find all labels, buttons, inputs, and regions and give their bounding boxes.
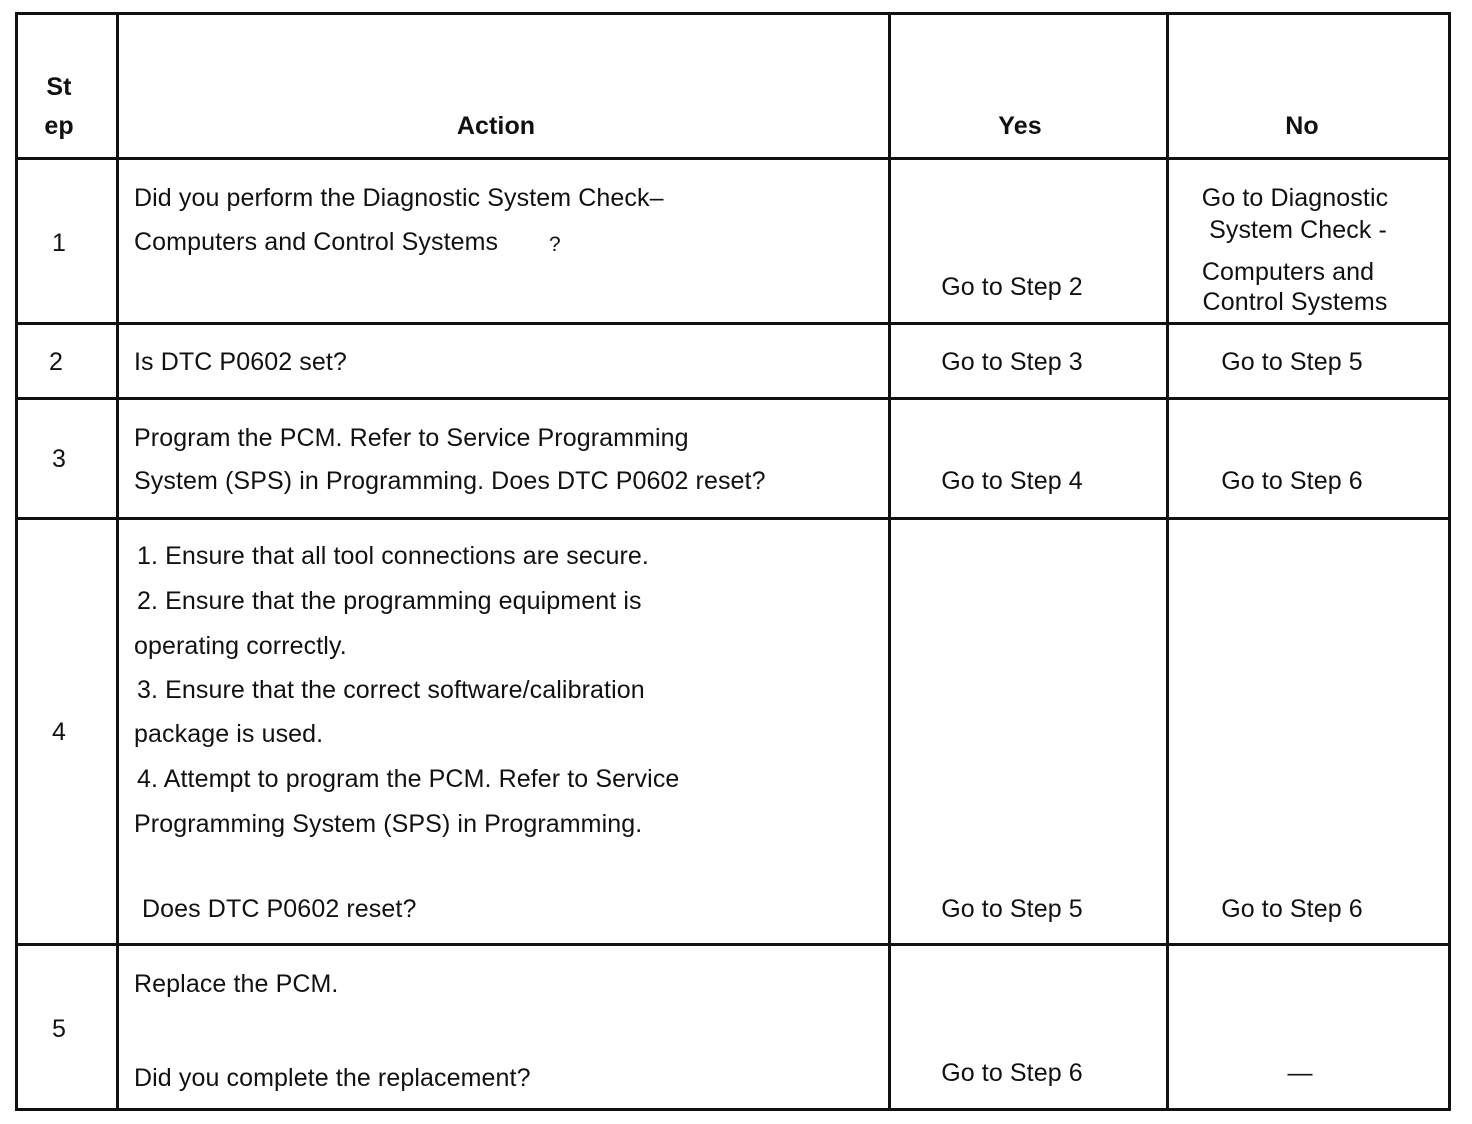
yes-result: Go to Step 5 — [941, 895, 1083, 923]
grid-line — [888, 12, 891, 1111]
list-item: 4. Attempt to program the PCM. Refer to Service — [137, 765, 680, 793]
header-step: ep — [44, 112, 74, 140]
no-result: Go to Step 6 — [1221, 895, 1363, 923]
grid-line — [1166, 12, 1169, 1111]
action-text: Does DTC P0602 reset? — [142, 895, 417, 923]
header-step: St — [46, 73, 72, 101]
action-text: Is DTC P0602 set? — [134, 348, 347, 376]
grid-line — [116, 12, 119, 1111]
header-yes: Yes — [998, 112, 1042, 140]
action-text: Computers and Control Systems — [134, 228, 499, 256]
grid-line — [15, 322, 1451, 325]
no-result: Control Systems — [1202, 288, 1388, 316]
step-number: 4 — [51, 718, 67, 746]
action-text: ? — [549, 233, 561, 256]
yes-result: Go to Step 2 — [941, 273, 1083, 301]
no-result: — — [1287, 1059, 1313, 1087]
list-item: operating correctly. — [134, 632, 347, 660]
yes-result: Go to Step 3 — [941, 348, 1083, 376]
grid-line — [15, 157, 1451, 160]
no-result: Go to Step 6 — [1221, 467, 1363, 495]
step-number: 2 — [48, 348, 64, 376]
no-result: Go to Diagnostic — [1201, 184, 1389, 212]
action-text: Program the PCM. Refer to Service Programming — [134, 424, 689, 452]
header-action: Action — [456, 112, 536, 140]
list-item: 1. Ensure that all tool connections are secure. — [137, 542, 649, 570]
step-number: 1 — [51, 229, 67, 257]
grid-line — [15, 12, 18, 1111]
grid-line — [15, 943, 1451, 946]
no-result: System Check - — [1209, 216, 1387, 244]
list-item: 3. Ensure that the correct software/calibration — [137, 676, 645, 704]
yes-result: Go to Step 6 — [941, 1059, 1083, 1087]
grid-line — [15, 397, 1451, 400]
no-result: Go to Step 5 — [1221, 348, 1363, 376]
action-text: Did you complete the replacement? — [134, 1064, 531, 1092]
action-text: Replace the PCM. — [134, 970, 339, 998]
list-item: 2. Ensure that the programming equipment is — [137, 587, 642, 615]
action-text: Did you perform the Diagnostic System Check– — [134, 184, 664, 212]
no-result: Computers and — [1201, 258, 1375, 286]
list-item: Programming System (SPS) in Programming. — [134, 810, 643, 838]
grid-line — [15, 12, 1451, 15]
header-no: No — [1285, 112, 1319, 140]
grid-line — [15, 1108, 1451, 1111]
grid-line — [1448, 12, 1451, 1111]
yes-result: Go to Step 4 — [941, 467, 1083, 495]
step-number: 5 — [51, 1015, 67, 1043]
list-item: package is used. — [134, 720, 324, 748]
action-text: System (SPS) in Programming. Does DTC P0602 reset? — [134, 467, 766, 495]
grid-line — [15, 517, 1451, 520]
step-number: 3 — [51, 445, 67, 473]
